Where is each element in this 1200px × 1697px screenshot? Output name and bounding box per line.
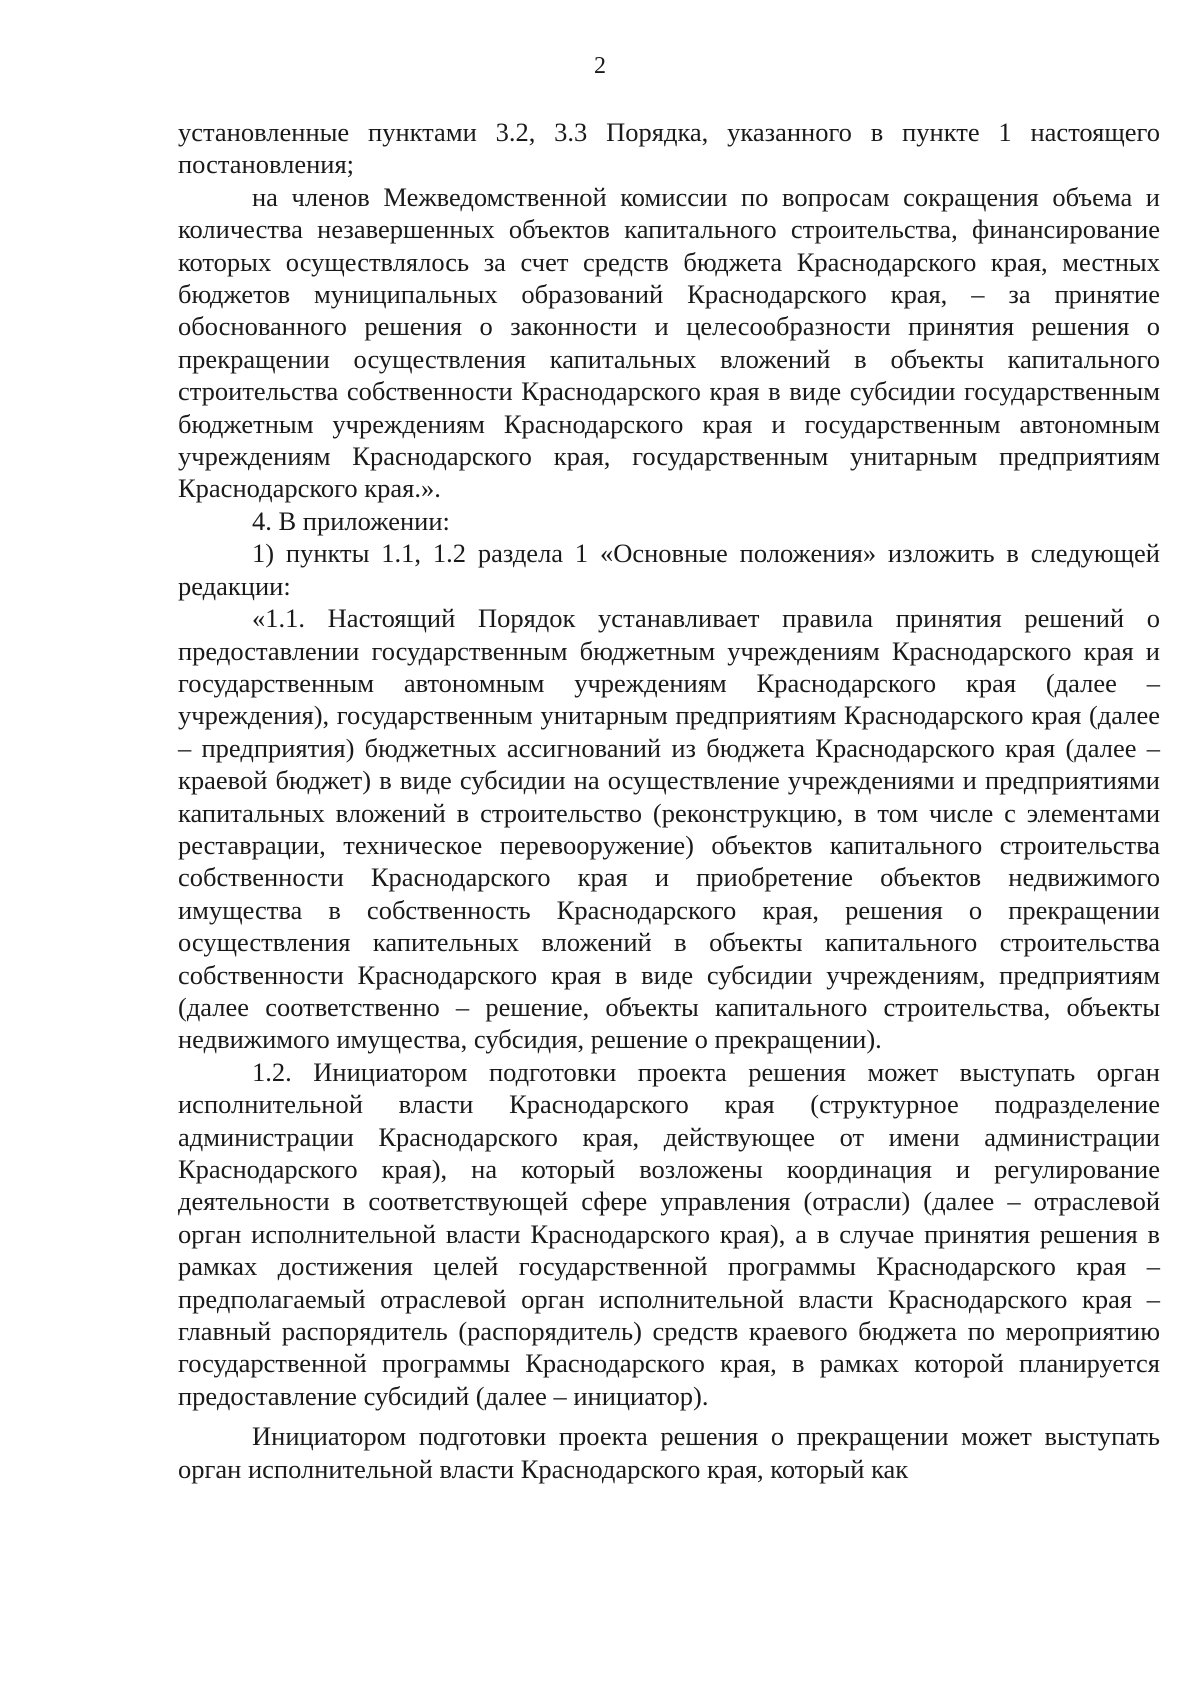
document-body bbox=[178, 116, 1160, 1485]
paragraph-clause-1-1: «1.1. Настоящий Порядок устанавливает правила принятия решений о предоставлении государственным бюджетным учреждениям Краснодарского края и государственным автономным учреждениям Краснодарского края (далее – учреждения), государственным унитарным предприятиям Краснодарского края (далее – предприятия) бюджетных ассигнований из бюджета Краснодарского края (далее – краевой бюджет) в виде субсидии на осуществление учреждениями и предприятиями капитальных вложений в строительство (реконструкцию, в том числе с элементами реставрации, техническое перевооружение) объектов капитального строительства собственности Краснодарского края и приобретение объектов недвижимого имущества в собственность Краснодарского края, решения о прекращении осуществления капительных вложений в объекты капитального строительства собственности Краснодарского края в виде субсидии учреждениям, предприятиям (далее соответственно – решение, объекты капитального строительства, объекты недвижимого имущества, субсидия, решение о прекращении). bbox=[178, 603, 1160, 1055]
paragraph-appendix-heading: 4. В приложении: bbox=[252, 505, 450, 536]
paragraph-commission-responsibility: на членов Межведомственной комиссии по вопросам сокращения объема и количества незавершенных объектов капитального строительства, финансирование которых осуществлялось за счет средств бюджета Краснодарского края, местных бюджетов муниципальных образований Краснодарского края, – за принятие обоснованного решения о законности и целесообразности принятия решения о прекращении осуществления капитальных вложений в объекты капитального строительства собственности Краснодарского края в виде субсидии государственным бюджетным учреждениям Краснодарского края и государственным автономным учреждениям Краснодарского края, государственным унитарным предприятиям Краснодарского края.». bbox=[178, 181, 1160, 504]
paragraph-continuation: установленные пунктами 3.2, 3.3 Порядка, указанного в пункте 1 настоящего постановления; bbox=[178, 117, 1160, 180]
paragraph-points-amendment: 1) пункты 1.1, 1.2 раздела 1 «Основные положения» изложить в следующей редакции: bbox=[178, 538, 1160, 601]
page-number: 2 bbox=[594, 53, 606, 79]
paragraph-clause-1-2: 1.2. Инициатором подготовки проекта решения может выступать орган исполнительной власти Краснодарского края (структурное подразделение администрации Краснодарского края, действующее от имени администрации Краснодарского края), на который возложены координация и регулирование деятельности в соответствующей сфере управления (отрасли) (далее – отраслевой орган исполнительной власти Краснодарского края), а в случае принятия решения в рамках достижения целей государственной программы Краснодарского края – предполагаемый отраслевой орган исполнительной власти Краснодарского края – главный распорядитель (распорядитель) средств краевого бюджета по мероприятию государственной программы Краснодарского края, в рамках которой планируется предоставление субсидий (далее – инициатор). bbox=[178, 1056, 1160, 1411]
paragraph-initiator-termination: Инициатором подготовки проекта решения о прекращении может выступать орган исполнительной власти Краснодарского края, который как bbox=[178, 1421, 1160, 1484]
